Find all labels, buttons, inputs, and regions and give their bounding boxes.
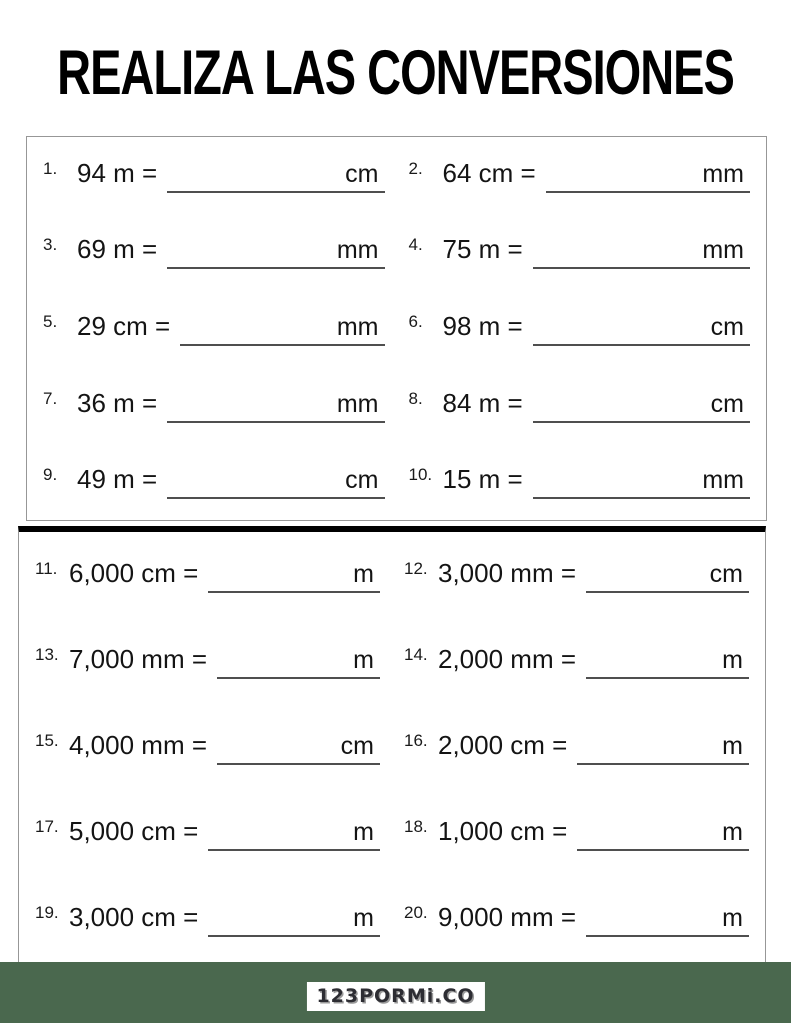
problem-expression: 2,000 mm =	[438, 643, 577, 674]
target-unit-label: cm	[345, 466, 379, 495]
target-unit-label: mm	[336, 312, 379, 341]
problem-row	[43, 464, 385, 499]
target-unit-label: mm	[336, 236, 379, 265]
target-unit-label: mm	[702, 236, 744, 265]
problem-expression: 15 m =	[442, 464, 523, 495]
target-unit-label: m	[353, 645, 374, 674]
answer-blank[interactable]	[533, 313, 750, 346]
problem-row	[409, 311, 751, 346]
target-unit-label: m	[722, 903, 743, 932]
problem-number: 17.	[35, 816, 59, 836]
target-unit-label: m	[353, 817, 374, 846]
answer-blank[interactable]	[217, 732, 380, 765]
problem-number: 14.	[404, 644, 428, 664]
problem-number: 4.	[408, 235, 423, 255]
answer-blank[interactable]	[167, 236, 384, 269]
problem-number: 8.	[408, 388, 423, 408]
problem-expression: 84 m =	[442, 387, 523, 418]
problem-section-1	[26, 136, 767, 521]
problem-row	[409, 234, 751, 269]
problem-number: 9.	[43, 465, 58, 485]
problem-number: 10.	[408, 465, 433, 485]
problem-number: 11.	[35, 558, 58, 578]
problem-number: 5.	[43, 311, 58, 331]
problem-expression: 94 m =	[77, 157, 158, 188]
problem-row	[409, 158, 751, 193]
problem-number: 13.	[35, 644, 59, 664]
problem-row	[35, 644, 380, 679]
problem-number: 1.	[43, 158, 58, 178]
target-unit-label: cm	[340, 731, 374, 760]
answer-blank[interactable]	[577, 732, 749, 765]
answer-blank[interactable]	[577, 818, 749, 851]
worksheet-title: REALIZA LAS CONVERSIONES	[57, 35, 734, 108]
problem-number: 7.	[43, 388, 58, 408]
problem-expression: 7,000 mm =	[69, 643, 208, 674]
problem-row	[409, 464, 751, 499]
problem-number: 18.	[404, 816, 428, 836]
problem-number: 3.	[43, 235, 58, 255]
problem-row	[409, 388, 751, 423]
answer-blank[interactable]	[533, 236, 750, 269]
problem-row	[35, 816, 380, 851]
target-unit-label: m	[353, 559, 374, 588]
problem-row	[43, 234, 385, 269]
problem-row	[404, 902, 749, 937]
problem-section-2	[18, 526, 766, 963]
problem-number: 12.	[404, 558, 428, 578]
answer-blank[interactable]	[180, 313, 384, 346]
answer-blank[interactable]	[208, 818, 380, 851]
problem-expression: 75 m =	[442, 234, 523, 265]
problem-expression: 98 m =	[442, 310, 523, 341]
problem-row	[404, 644, 749, 679]
problem-number: 20.	[404, 902, 428, 922]
problem-row	[404, 558, 749, 593]
target-unit-label: mm	[702, 466, 744, 495]
target-unit-label: mm	[336, 389, 379, 418]
problem-expression: 3,000 mm =	[438, 557, 577, 588]
problem-expression: 49 m =	[77, 464, 158, 495]
problem-expression: 5,000 cm =	[69, 815, 199, 846]
target-unit-label: cm	[345, 159, 379, 188]
target-unit-label: m	[353, 903, 374, 932]
answer-blank[interactable]	[533, 390, 750, 423]
problem-expression: 9,000 mm =	[438, 901, 577, 932]
problem-expression: 64 cm =	[442, 157, 536, 188]
problem-row	[35, 730, 380, 765]
problem-number: 2.	[408, 158, 423, 178]
site-logo: 123PORMi.CO	[316, 985, 475, 1007]
problem-row	[43, 158, 385, 193]
target-unit-label: cm	[710, 389, 744, 418]
problem-expression: 6,000 cm =	[69, 557, 199, 588]
problem-expression: 36 m =	[77, 387, 158, 418]
problem-number: 16.	[404, 730, 428, 750]
problem-expression: 4,000 mm =	[69, 729, 208, 760]
answer-blank[interactable]	[208, 904, 380, 937]
problem-expression: 2,000 cm =	[438, 729, 568, 760]
target-unit-label: m	[722, 645, 743, 674]
answer-blank[interactable]	[208, 560, 380, 593]
answer-blank[interactable]	[533, 466, 750, 499]
answer-blank[interactable]	[167, 390, 384, 423]
problem-row	[404, 816, 749, 851]
problem-row	[43, 311, 385, 346]
problem-expression: 3,000 cm =	[69, 901, 199, 932]
answer-blank[interactable]	[586, 560, 749, 593]
problem-row	[35, 558, 380, 593]
problem-row	[35, 902, 380, 937]
target-unit-label: mm	[702, 159, 744, 188]
problem-row	[404, 730, 749, 765]
footer-chip	[306, 982, 484, 1011]
target-unit-label: m	[722, 817, 743, 846]
target-unit-label: cm	[710, 312, 744, 341]
target-unit-label: cm	[709, 559, 743, 588]
answer-blank[interactable]	[167, 160, 384, 193]
problem-number: 6.	[408, 311, 423, 331]
problem-expression: 69 m =	[77, 234, 158, 265]
problem-expression: 1,000 cm =	[438, 815, 568, 846]
answer-blank[interactable]	[546, 160, 750, 193]
problem-row	[43, 388, 385, 423]
problem-number: 19.	[35, 902, 59, 922]
problem-expression: 29 cm =	[77, 310, 171, 341]
problem-number: 15.	[35, 730, 59, 750]
answer-blank[interactable]	[167, 466, 384, 499]
answer-blank[interactable]	[586, 904, 749, 937]
answer-blank[interactable]	[586, 646, 749, 679]
target-unit-label: m	[722, 731, 743, 760]
answer-blank[interactable]	[217, 646, 380, 679]
